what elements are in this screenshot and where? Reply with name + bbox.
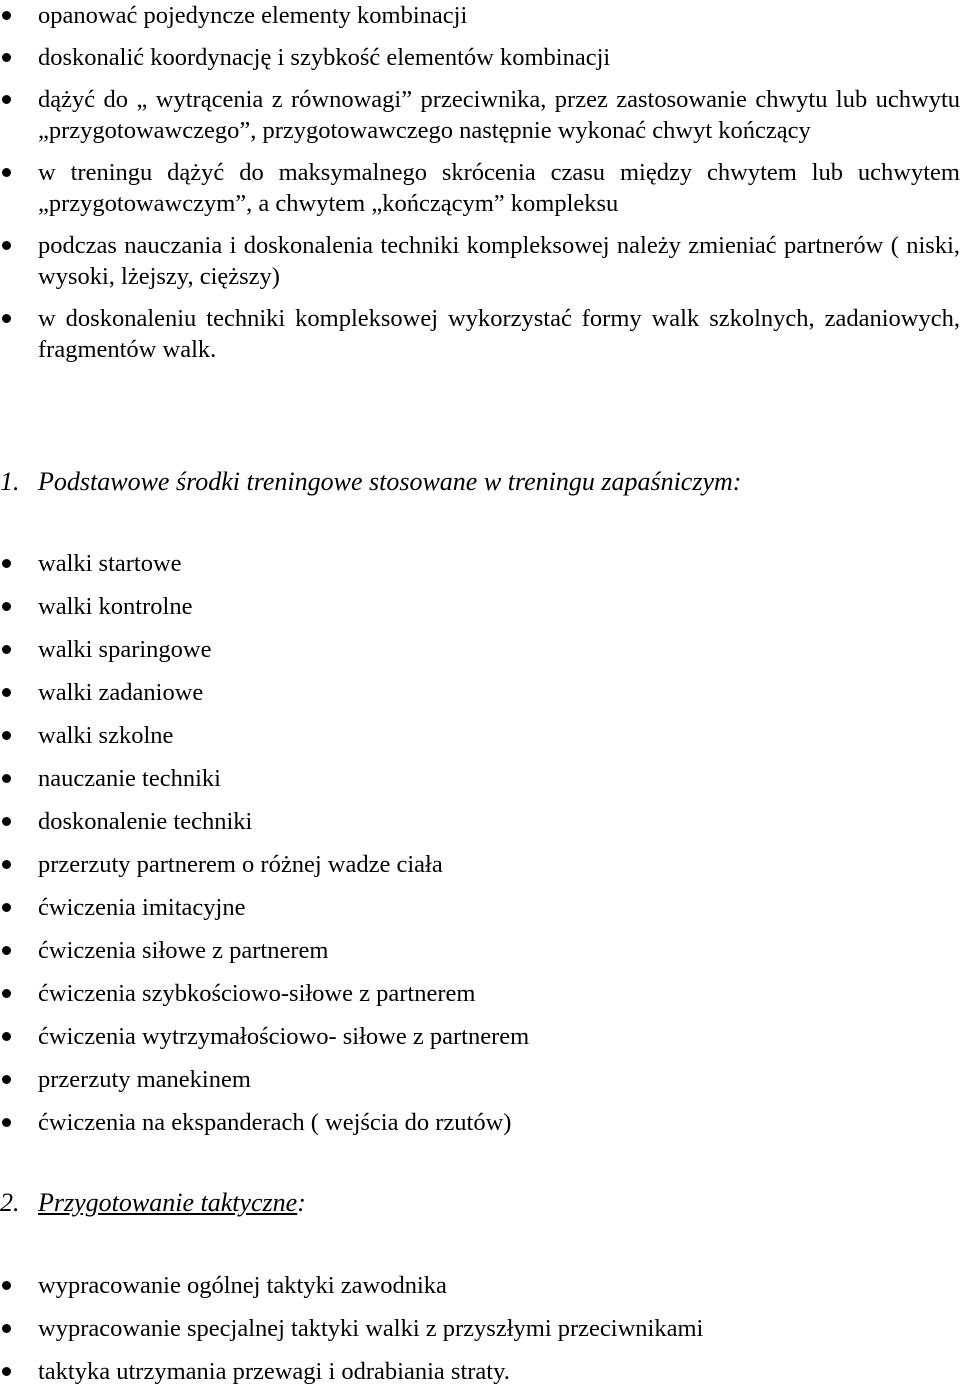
list-item-text: podczas nauczania i doskonalenia techniki kompleksowej należy zmieniać partnerów ( niski, wysoki, lżejszy, cięższy) — [38, 232, 960, 290]
bullet-icon — [2, 559, 11, 568]
list-item-text: wypracowanie ogólnej taktyki zawodnika — [38, 1272, 447, 1299]
list-item-text: przerzuty manekinem — [38, 1066, 251, 1093]
list-item-text: walki szkolne — [38, 722, 174, 749]
list-item-text: walki zadaniowe — [38, 679, 204, 706]
bullet-icon — [2, 1075, 11, 1084]
list-item-text: walki kontrolne — [38, 593, 193, 620]
list-item-text: ćwiczenia szybkościowo-siłowe z partnerem — [38, 980, 476, 1007]
bullet-icon — [2, 860, 11, 869]
section-title: Podstawowe środki treningowe stosowane w treningu zapaśniczym: — [38, 467, 742, 496]
list-item — [0, 677, 960, 708]
list-item-text: opanować pojedyncze elementy kombinacji — [38, 2, 468, 29]
list-item — [0, 1270, 960, 1301]
list-item — [0, 935, 960, 966]
list-item — [0, 1313, 960, 1344]
bullet-icon — [2, 731, 11, 740]
list-item — [0, 763, 960, 794]
bullet-icon — [2, 314, 11, 323]
bullet-icon — [2, 11, 11, 20]
list-item — [0, 1064, 960, 1095]
section-title: Przygotowanie taktyczne — [38, 1188, 298, 1217]
list-item — [0, 230, 960, 292]
list-item-text: walki startowe — [38, 550, 182, 577]
list-item-text: wypracowanie specjalnej taktyki walki z przyszłymi przeciwnikami — [38, 1315, 704, 1342]
bullet-icon — [2, 946, 11, 955]
section-number: 1. — [0, 467, 20, 496]
bullet-icon — [2, 774, 11, 783]
list-item — [0, 892, 960, 923]
section-2-heading — [0, 1187, 306, 1219]
section-1-heading — [0, 466, 741, 498]
bullet-icon — [2, 241, 11, 250]
bullet-icon — [2, 53, 11, 62]
list-item-text: ćwiczenia wytrzymałościowo- siłowe z partnerem — [38, 1023, 530, 1050]
list-item-text: doskonalenie techniki — [38, 808, 253, 835]
list-item-text: nauczanie techniki — [38, 765, 221, 792]
bullet-icon — [2, 1324, 11, 1333]
list-item-text: w doskonaleniu techniki kompleksowej wykorzystać formy walk szkolnych, zadaniowych, fragmentów walk. — [38, 305, 960, 363]
list-item — [0, 634, 960, 665]
list-item-text: ćwiczenia na ekspanderach ( wejścia do rzutów) — [38, 1109, 512, 1136]
bullet-icon — [2, 1281, 11, 1290]
list-item — [0, 849, 960, 880]
list-item — [0, 157, 960, 219]
list-item-text: walki sparingowe — [38, 636, 212, 663]
bullet-icon — [2, 688, 11, 697]
list-item-text: ćwiczenia siłowe z partnerem — [38, 937, 329, 964]
bullet-icon — [2, 1032, 11, 1041]
list-item — [0, 591, 960, 622]
section-2-list — [0, 1270, 960, 1399]
list-item — [0, 806, 960, 837]
list-item — [0, 720, 960, 751]
list-item — [0, 303, 960, 365]
section-number: 2. — [0, 1188, 20, 1217]
bullet-icon — [2, 168, 11, 177]
bullet-icon — [2, 1367, 11, 1376]
intro-bullet-list — [0, 0, 960, 376]
section-1-list — [0, 548, 960, 1150]
list-item-text: taktyka utrzymania przewagi i odrabiania straty. — [38, 1358, 510, 1385]
bullet-icon — [2, 989, 11, 998]
bullet-icon — [2, 645, 11, 654]
list-item-text: doskonalić koordynację i szybkość elementów kombinacji — [38, 44, 611, 71]
section-title-colon: : — [297, 1188, 306, 1217]
list-item — [0, 1356, 960, 1387]
list-item — [0, 84, 960, 146]
bullet-icon — [2, 95, 11, 104]
list-item — [0, 42, 960, 73]
list-item — [0, 548, 960, 579]
bullet-icon — [2, 903, 11, 912]
list-item-text: w treningu dążyć do maksymalnego skrócenia czasu między chwytem lub uchwytem „przygotowawczym”, a chwytem „kończącym” kompleksu — [38, 159, 960, 217]
list-item-text: przerzuty partnerem o różnej wadze ciała — [38, 851, 443, 878]
list-item — [0, 1021, 960, 1052]
list-item-text: ćwiczenia imitacyjne — [38, 894, 246, 921]
bullet-icon — [2, 602, 11, 611]
list-item — [0, 1107, 960, 1138]
list-item — [0, 0, 960, 31]
list-item — [0, 978, 960, 1009]
bullet-icon — [2, 817, 11, 826]
bullet-icon — [2, 1118, 11, 1127]
list-item-text: dążyć do „ wytrącenia z równowagi” przeciwnika, przez zastosowanie chwytu lub uchwytu „przygotowawczego”, przygotowawczego następnie wykonać chwyt kończący — [38, 86, 960, 144]
